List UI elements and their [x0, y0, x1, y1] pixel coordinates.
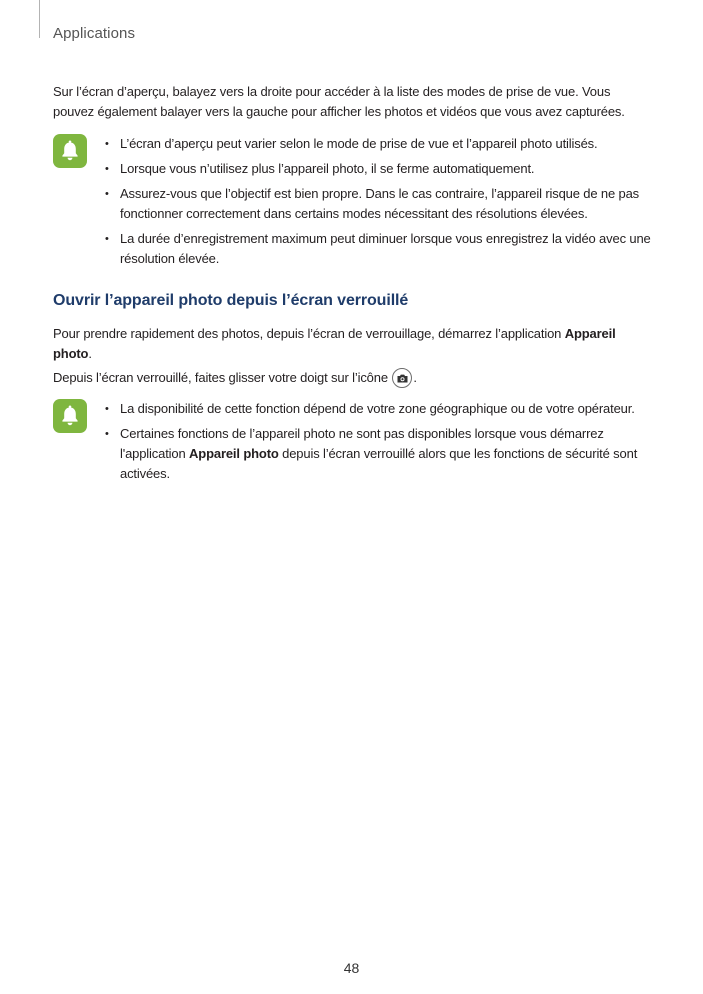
swipe-instruction: Depuis l’écran verrouillé, faites glisser votre doigt sur l’icône . — [53, 368, 653, 388]
list-item: • La durée d’enregistrement maximum peut diminuer lorsque vous enregistrez la vidéo avec une résolution élevée. — [105, 231, 651, 266]
intro-paragraph: Sur l’écran d’aperçu, balayez vers la droite pour accéder à la liste des modes de prise de vue. Vous pouvez également balayer vers la gauche pour afficher les photos et vidéos que vous avez capturées. — [53, 84, 625, 119]
lockscreen-paragraph: Pour prendre rapidement des photos, depuis l’écran de verrouillage, démarrez l’application Appareil photo. — [53, 326, 616, 361]
note-bell-icon — [53, 134, 87, 168]
list-item: • Certaines fonctions de l’appareil photo ne sont pas disponibles lorsque vous démarrez l'application Appareil photo depuis l’écran verrouillé alors que les fonctions de sécurité sont activées. — [105, 426, 638, 481]
app-name-bold: Appareil photo — [189, 446, 279, 461]
camera-icon — [392, 368, 412, 388]
header-corner-line — [39, 0, 40, 38]
note-list — [105, 399, 665, 489]
note-list — [105, 134, 665, 274]
app-name-bold: Appareil photo — [53, 326, 616, 361]
list-item: • L’écran d’aperçu peut varier selon le mode de prise de vue et l’appareil photo utilisés. — [105, 136, 598, 151]
list-item: • Lorsque vous n’utilisez plus l’appareil photo, il se ferme automatiquement. — [105, 161, 535, 176]
note-bell-icon — [53, 399, 87, 433]
list-item: • La disponibilité de cette fonction dépend de votre zone géographique ou de votre opérateur. — [105, 401, 635, 416]
list-item: • Assurez-vous que l’objectif est bien propre. Dans le cas contraire, l’appareil risque de ne pas fonctionner correctement dans certains modes nécessitant des résolutions élevées. — [105, 186, 640, 221]
section-title: Ouvrir l’appareil photo depuis l’écran verrouillé — [53, 292, 409, 309]
section-header: Applications — [53, 25, 136, 42]
page-number: 48 — [343, 960, 360, 976]
